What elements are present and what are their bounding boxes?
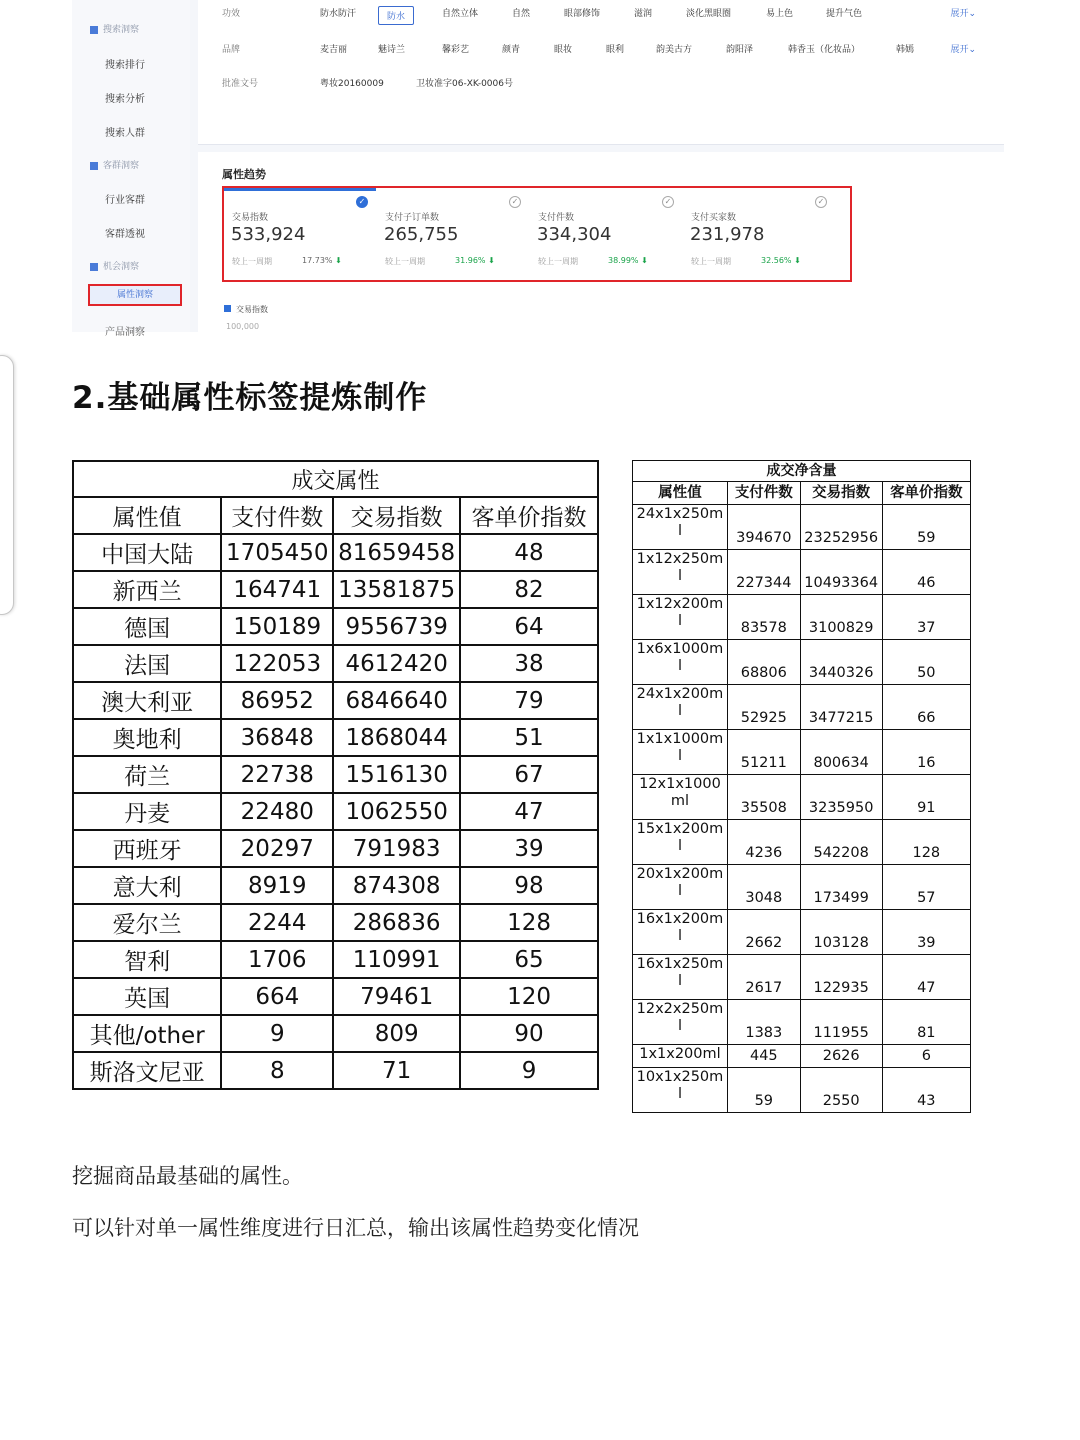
- value-cell: 47: [460, 793, 598, 830]
- filter-option[interactable]: 卫妆准字06-XK-0006号: [416, 79, 513, 89]
- value-cell: 1705450: [221, 534, 333, 571]
- filter-option[interactable]: 眼妆: [554, 45, 573, 55]
- row-label-line: 16x1x200m: [636, 911, 724, 927]
- column-header: 支付件数: [221, 497, 333, 534]
- row-label-cell: [633, 640, 728, 685]
- filter-option[interactable]: 眼利: [606, 45, 625, 55]
- filter-option[interactable]: 魅诗兰: [378, 45, 406, 55]
- folder-icon: [90, 26, 98, 34]
- value-cell: 82: [460, 571, 598, 608]
- value-cell: 16: [882, 730, 970, 775]
- row-label-cell: [633, 775, 728, 820]
- row-label-cell: 其他/other: [73, 1015, 221, 1052]
- metric-label: 支付买家数: [691, 213, 737, 223]
- value-cell: 9556739: [333, 608, 460, 645]
- row-label-line: l: [677, 1018, 682, 1034]
- value-cell: 20297: [221, 830, 333, 867]
- table-row: [633, 820, 971, 865]
- row-label-cell: [633, 595, 728, 640]
- metric-compare-label: 较上一周期: [691, 257, 731, 266]
- value-cell: 6: [882, 1045, 970, 1068]
- filter-option[interactable]: 易上色: [766, 9, 794, 19]
- metric-card[interactable]: [530, 188, 682, 280]
- value-cell: 122935: [800, 955, 882, 1000]
- arrow-down-icon: ⬇: [794, 256, 801, 265]
- table-row: [633, 1000, 971, 1045]
- check-icon: ✓: [356, 196, 368, 208]
- value-cell: 43: [882, 1068, 970, 1113]
- paragraph: 挖掘商品最基础的属性。: [72, 1164, 303, 1188]
- row-label-line: l: [677, 703, 682, 719]
- row-label-line: l: [677, 838, 682, 854]
- value-cell: 23252956: [800, 505, 882, 550]
- value-cell: 2662: [727, 910, 800, 955]
- table-row: [633, 775, 971, 820]
- value-cell: 46: [882, 550, 970, 595]
- sidebar-item[interactable]: 搜索分析: [105, 94, 145, 105]
- sidebar-group-opportunity[interactable]: 机会洞察: [90, 259, 139, 272]
- metric-compare-label: 较上一周期: [232, 257, 272, 266]
- value-cell: 90: [460, 1015, 598, 1052]
- value-cell: 111955: [800, 1000, 882, 1045]
- filter-option[interactable]: 自然: [512, 9, 531, 19]
- table-row: [633, 550, 971, 595]
- value-cell: 79461: [333, 978, 460, 1015]
- filter-option[interactable]: 馨彩艺: [442, 45, 470, 55]
- approval-filter-row: 批准文号: [222, 79, 259, 89]
- value-cell: 22738: [221, 756, 333, 793]
- table-row: [73, 830, 598, 867]
- metric-value: 265,755: [384, 224, 459, 245]
- row-label-line: 12x1x1000: [639, 776, 721, 792]
- table-row: [73, 941, 598, 978]
- value-cell: 52925: [727, 685, 800, 730]
- row-label-line: 1x1x200ml: [639, 1046, 721, 1062]
- filter-option[interactable]: 淡化黑眼圈: [686, 9, 732, 19]
- expand-link[interactable]: 展开⌄: [950, 45, 976, 55]
- paragraph: 可以针对单一属性维度进行日汇总，输出该属性趋势变化情况: [72, 1216, 639, 1240]
- row-label-cell: 智利: [73, 941, 221, 978]
- value-cell: 103128: [800, 910, 882, 955]
- metric-change: 38.99%: [608, 256, 639, 265]
- column-header: 交易指数: [333, 497, 460, 534]
- table-row: [633, 910, 971, 955]
- metric-value: 231,978: [690, 224, 765, 245]
- filter-option[interactable]: 麦吉丽: [320, 45, 348, 55]
- table-row: [73, 608, 598, 645]
- chevron-down-icon: ⌄: [968, 9, 976, 19]
- table-row: [73, 756, 598, 793]
- value-cell: 173499: [800, 865, 882, 910]
- value-cell: 4236: [727, 820, 800, 865]
- metric-label: 交易指数: [232, 213, 269, 223]
- row-label-line: 1x1x1000m: [636, 731, 724, 747]
- row-label-cell: [633, 1045, 728, 1068]
- table-row: [73, 645, 598, 682]
- sidebar-item[interactable]: 产品洞察: [105, 327, 145, 338]
- row-label-cell: [633, 505, 728, 550]
- value-cell: 51: [460, 719, 598, 756]
- sidebar-item[interactable]: 搜索排行: [105, 60, 145, 71]
- filter-option[interactable]: 提升气色: [826, 9, 863, 19]
- table-row: [73, 1015, 598, 1052]
- filter-option[interactable]: 韩香玉（化妆品）: [788, 45, 861, 55]
- sidebar-item-attribute-insight[interactable]: 属性洞察: [88, 284, 182, 306]
- column-header: 交易指数: [800, 482, 882, 505]
- value-cell: 791983: [333, 830, 460, 867]
- brand-filter-row: 品牌: [222, 45, 241, 55]
- value-cell: 57: [882, 865, 970, 910]
- row-label-cell: 德国: [73, 608, 221, 645]
- table-row: [73, 719, 598, 756]
- row-label-cell: 丹麦: [73, 793, 221, 830]
- value-cell: 394670: [727, 505, 800, 550]
- value-cell: 8919: [221, 867, 333, 904]
- row-label-cell: [633, 1000, 728, 1045]
- value-cell: 71: [333, 1052, 460, 1089]
- expand-link[interactable]: 展开⌄: [950, 9, 976, 19]
- metric-value: 334,304: [537, 224, 612, 245]
- value-cell: 13581875: [333, 571, 460, 608]
- table-caption: 成交属性: [73, 461, 598, 497]
- column-header: 支付件数: [727, 482, 800, 505]
- value-cell: 164741: [221, 571, 333, 608]
- filter-option[interactable]: 韩嫣: [896, 45, 915, 55]
- row-label-cell: [633, 865, 728, 910]
- value-cell: 227344: [727, 550, 800, 595]
- value-cell: 8: [221, 1052, 333, 1089]
- table-row: [633, 955, 971, 1000]
- value-cell: 286836: [333, 904, 460, 941]
- row-label-cell: 新西兰: [73, 571, 221, 608]
- value-cell: 35508: [727, 775, 800, 820]
- row-label-cell: 爱尔兰: [73, 904, 221, 941]
- row-label-cell: 意大利: [73, 867, 221, 904]
- column-header: 属性值: [633, 482, 728, 505]
- value-cell: 39: [882, 910, 970, 955]
- value-cell: 110991: [333, 941, 460, 978]
- section-heading: 2.基础属性标签提炼制作: [72, 380, 428, 416]
- sidebar-group-audience[interactable]: 客群洞察: [90, 158, 139, 171]
- value-cell: 50: [882, 640, 970, 685]
- column-header: 客单价指数: [460, 497, 598, 534]
- row-label-cell: [633, 730, 728, 775]
- row-label-line: l: [677, 1086, 682, 1102]
- filter-option[interactable]: 防水防汗: [320, 9, 357, 19]
- row-label-cell: [633, 1068, 728, 1113]
- row-label-cell: 斯洛文尼亚: [73, 1052, 221, 1089]
- value-cell: 38: [460, 645, 598, 682]
- value-cell: 1706: [221, 941, 333, 978]
- value-cell: 128: [882, 820, 970, 865]
- trend-panel: [198, 152, 1004, 332]
- value-cell: 47: [882, 955, 970, 1000]
- row-label-cell: 澳大利亚: [73, 682, 221, 719]
- row-label-line: 12x2x250m: [636, 1001, 724, 1017]
- row-label-cell: 英国: [73, 978, 221, 1015]
- row-label-line: 1x12x200m: [636, 596, 724, 612]
- metric-label: 支付件数: [538, 213, 575, 223]
- value-cell: 2626: [800, 1045, 882, 1068]
- folder-icon: [90, 263, 98, 271]
- value-cell: 9: [221, 1015, 333, 1052]
- net-volume-table: [632, 460, 971, 1113]
- value-cell: 150189: [221, 608, 333, 645]
- table-row: [73, 534, 598, 571]
- filter-option[interactable]: 韵阳泽: [726, 45, 754, 55]
- sidebar-item[interactable]: 行业客群: [105, 195, 145, 206]
- table-row: [633, 865, 971, 910]
- value-cell: 37: [882, 595, 970, 640]
- value-cell: 542208: [800, 820, 882, 865]
- table-caption: 成交净含量: [633, 461, 971, 482]
- row-label-cell: 荷兰: [73, 756, 221, 793]
- value-cell: 874308: [333, 867, 460, 904]
- row-label-line: 15x1x200m: [636, 821, 724, 837]
- row-label-cell: 奥地利: [73, 719, 221, 756]
- efficacy-filter-row: 功效: [222, 9, 241, 19]
- value-cell: 445: [727, 1045, 800, 1068]
- value-cell: 79: [460, 682, 598, 719]
- check-icon: ✓: [815, 196, 827, 208]
- row-label-cell: 法国: [73, 645, 221, 682]
- row-label-line: l: [677, 928, 682, 944]
- value-cell: 800634: [800, 730, 882, 775]
- table-row: [633, 1068, 971, 1113]
- filter-option[interactable]: 自然立体: [442, 9, 479, 19]
- value-cell: 6846640: [333, 682, 460, 719]
- row-label-line: l: [677, 613, 682, 629]
- metric-change: 31.96%: [455, 256, 486, 265]
- legend-swatch: [224, 305, 231, 312]
- row-label-cell: 中国大陆: [73, 534, 221, 571]
- value-cell: 809: [333, 1015, 460, 1052]
- value-cell: 122053: [221, 645, 333, 682]
- value-cell: 81: [882, 1000, 970, 1045]
- row-label-line: 16x1x250m: [636, 956, 724, 972]
- value-cell: 51211: [727, 730, 800, 775]
- value-cell: 2244: [221, 904, 333, 941]
- sidebar-group-search[interactable]: 搜索洞察: [90, 22, 139, 35]
- value-cell: 65: [460, 941, 598, 978]
- table-row: [633, 505, 971, 550]
- metric-cards: [222, 186, 852, 282]
- row-label-line: l: [677, 748, 682, 764]
- row-label-line: l: [677, 973, 682, 989]
- value-cell: 2550: [800, 1068, 882, 1113]
- chart-legend[interactable]: 交易指数: [224, 304, 268, 315]
- row-label-cell: [633, 820, 728, 865]
- metric-card[interactable]: [224, 188, 376, 280]
- value-cell: 59: [727, 1068, 800, 1113]
- trend-title: 属性趋势: [222, 168, 266, 181]
- row-label-cell: [633, 955, 728, 1000]
- table-row: [633, 595, 971, 640]
- value-cell: 128: [460, 904, 598, 941]
- arrow-down-icon: ⬇: [335, 256, 342, 265]
- column-header: 属性值: [73, 497, 221, 534]
- sidebar: [72, 0, 190, 338]
- metric-value: 533,924: [231, 224, 306, 245]
- value-cell: 1383: [727, 1000, 800, 1045]
- value-cell: 3100829: [800, 595, 882, 640]
- value-cell: 36848: [221, 719, 333, 756]
- axis-tick: 100,000: [226, 322, 260, 331]
- filter-panel: [198, 0, 1004, 145]
- row-label-line: ml: [670, 793, 690, 809]
- value-cell: 1868044: [333, 719, 460, 756]
- value-cell: 64: [460, 608, 598, 645]
- value-cell: 1516130: [333, 756, 460, 793]
- value-cell: 22480: [221, 793, 333, 830]
- metric-compare-label: 较上一周期: [538, 257, 578, 266]
- filter-option[interactable]: 粤妆20160009: [320, 79, 384, 89]
- value-cell: 91: [882, 775, 970, 820]
- value-cell: 81659458: [333, 534, 460, 571]
- filter-option[interactable]: 眼部修饰: [564, 9, 601, 19]
- row-label-line: l: [677, 883, 682, 899]
- value-cell: 3477215: [800, 685, 882, 730]
- row-label-line: 10x1x250m: [636, 1069, 724, 1085]
- table-row: [73, 904, 598, 941]
- table-row: [73, 571, 598, 608]
- filter-option[interactable]: 韵美古方: [656, 45, 693, 55]
- metric-card[interactable]: [683, 188, 835, 280]
- metric-change: 32.56%: [761, 256, 792, 265]
- table-row: [73, 978, 598, 1015]
- value-cell: 120: [460, 978, 598, 1015]
- value-cell: 68806: [727, 640, 800, 685]
- row-label-line: 1x6x1000m: [636, 641, 724, 657]
- table-row: [73, 793, 598, 830]
- check-icon: ✓: [662, 196, 674, 208]
- value-cell: 86952: [221, 682, 333, 719]
- value-cell: 3440326: [800, 640, 882, 685]
- filter-option-selected[interactable]: 防水: [378, 6, 414, 25]
- table-row: [633, 685, 971, 730]
- row-label-line: 24x1x200m: [636, 686, 724, 702]
- value-cell: 59: [882, 505, 970, 550]
- arrow-down-icon: ⬇: [641, 256, 648, 265]
- value-cell: 10493364: [800, 550, 882, 595]
- value-cell: 9: [460, 1052, 598, 1089]
- row-label-line: 1x12x250m: [636, 551, 724, 567]
- metric-card[interactable]: [377, 188, 529, 280]
- value-cell: 3235950: [800, 775, 882, 820]
- value-cell: 48: [460, 534, 598, 571]
- sidebar-item[interactable]: 客群透视: [105, 229, 145, 240]
- column-header: 客单价指数: [882, 482, 970, 505]
- row-label-line: l: [677, 523, 682, 539]
- row-label-cell: [633, 685, 728, 730]
- row-label-cell: [633, 550, 728, 595]
- row-label-line: l: [677, 568, 682, 584]
- metric-compare-label: 较上一周期: [385, 257, 425, 266]
- embedded-screenshot: [72, 0, 1004, 338]
- arrow-down-icon: ⬇: [488, 256, 495, 265]
- value-cell: 1062550: [333, 793, 460, 830]
- value-cell: 664: [221, 978, 333, 1015]
- table-row: [73, 867, 598, 904]
- chevron-down-icon: ⌄: [968, 45, 976, 55]
- table-row: [633, 640, 971, 685]
- folder-icon: [90, 162, 98, 170]
- metric-label: 支付子订单数: [385, 213, 440, 223]
- table-row: [73, 682, 598, 719]
- table-row: [633, 1045, 971, 1068]
- value-cell: 98: [460, 867, 598, 904]
- table-row: [633, 730, 971, 775]
- row-label-cell: 西班牙: [73, 830, 221, 867]
- value-cell: 66: [882, 685, 970, 730]
- value-cell: 67: [460, 756, 598, 793]
- side-drawer-handle[interactable]: [0, 355, 14, 615]
- row-label-line: 24x1x250m: [636, 506, 724, 522]
- metric-change: 17.73%: [302, 256, 333, 265]
- filter-option[interactable]: 滋润: [634, 9, 653, 19]
- row-label-cell: [633, 910, 728, 955]
- row-label-line: 20x1x200m: [636, 866, 724, 882]
- active-indicator: [224, 188, 376, 191]
- attribute-table: [72, 460, 599, 1090]
- check-icon: ✓: [509, 196, 521, 208]
- value-cell: 39: [460, 830, 598, 867]
- value-cell: 83578: [727, 595, 800, 640]
- value-cell: 4612420: [333, 645, 460, 682]
- value-cell: 3048: [727, 865, 800, 910]
- filter-option[interactable]: 颜青: [502, 45, 521, 55]
- table-row: [73, 1052, 598, 1089]
- row-label-line: l: [677, 658, 682, 674]
- sidebar-item[interactable]: 搜索人群: [105, 128, 145, 139]
- value-cell: 2617: [727, 955, 800, 1000]
